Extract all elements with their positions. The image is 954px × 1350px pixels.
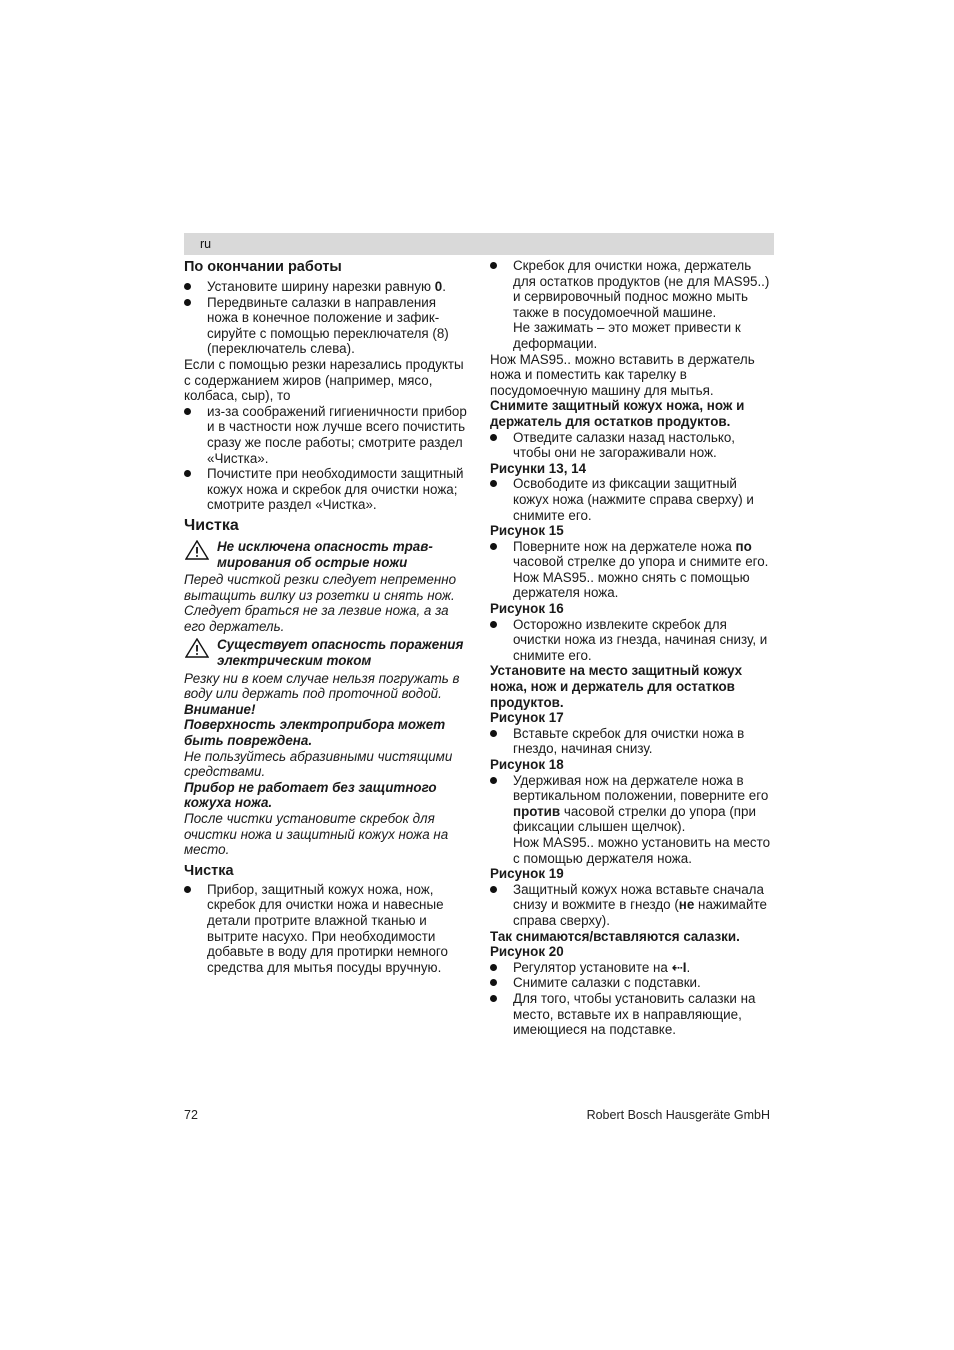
list-item-text: Регулятор установите на — [513, 959, 672, 975]
list-item-text: Установите ширину нарезки равную — [207, 279, 435, 294]
figure-ref: Рисунки 13, 14 — [490, 460, 587, 476]
footer-company: Robert Bosch Hausgeräte GmbH — [586, 1108, 770, 1122]
list — [490, 430, 774, 461]
warning-injury — [184, 539, 470, 570]
bold-word: не — [678, 897, 695, 913]
right-column — [490, 258, 774, 1038]
list-item: Для того, чтобы установить салазки на место, вставьте их в направляющие, имеющиеся на подставке. — [490, 991, 774, 1038]
figure-ref: Рисунок 16 — [490, 601, 564, 617]
list-item: Снимите салазки с подставки. — [490, 975, 774, 991]
list-item — [184, 279, 470, 295]
list-item-text: Удерживая нож на держателе ножа в вертикальном положении, поверните его — [513, 772, 769, 804]
list — [490, 539, 774, 601]
list-item — [490, 258, 774, 352]
list-item-text: часовой стрелке до упора и снимите его. — [513, 554, 769, 570]
paragraph: Если с помощью резки нарезались продукты с содержанием жиров (например, мясо, колбаса, сыр), то — [184, 356, 464, 404]
paragraph: Следует браться не за лезвие ножа, а за его держатель. — [184, 603, 449, 634]
hygiene-list — [184, 404, 470, 513]
bold-word: по — [735, 538, 752, 554]
list-item-text: . — [442, 279, 446, 294]
list-item: Освободите из фиксации защитный кожух ножа (нажмите справа сверху) и снимите его. — [490, 476, 774, 523]
warning-triangle-icon — [185, 638, 209, 658]
list — [490, 960, 774, 1038]
list-item-text: нажимайте справа сверху). — [513, 897, 767, 928]
list-item-text: Скребок для очистки ножа, держатель для остатков продуктов (не для MAS95..) и сервировочный поднос можно мыть также в посудомоечной машине. — [513, 258, 770, 320]
figure-ref: Рисунок 20 — [490, 944, 564, 960]
subheading: Снимите защитный кожух ножа, нож и держатель для остатков продуктов. — [490, 398, 745, 429]
list-item — [490, 960, 774, 976]
list-item-note: Нож MAS95.. можно установить на место с помощью держателя ножа. — [513, 834, 771, 866]
list-item: Отведите салазки назад настолько, чтобы они не загораживали нож. — [490, 430, 774, 461]
cleaning-list — [184, 882, 470, 976]
list-item: Вставьте скребок для очистки ножа в гнездо, начиная снизу. — [490, 726, 774, 757]
list-item: из-за соображений гигиеничности прибор и в частности нож лучше всего почистить сразу же после работы; смотрите раздел «Чистка». — [184, 404, 470, 466]
list-item-note: Нож MAS95.. можно снять с помощью держателя ножа. — [513, 569, 750, 601]
paragraph: Нож MAS95.. можно вставить в держатель ножа и поместить как тарелку в посудомоечную машину для мытья. — [490, 351, 755, 398]
attention-text: Прибор не работает без защитного кожуха ножа. — [184, 779, 437, 811]
list-item: Прибор, защитный кожух ножа, нож, скребок для очистки ножа и навесные детали протрите влажной тканью и вытрите насухо. При необходимости добавьте в воду для протирки немного средства для мытья посуды вручную. — [184, 882, 470, 976]
figure-ref: Рисунок 17 — [490, 710, 564, 726]
subheading: Установите на место защитный кожух ножа, нож и держатель для остатков продуктов. — [490, 663, 743, 710]
figure-ref: Рисунок 18 — [490, 757, 564, 772]
list-item — [490, 773, 774, 867]
paragraph: Перед чисткой резки следует непременно вытащить вилку из розетки и снять нож. — [184, 572, 457, 603]
warning-triangle-icon — [185, 540, 209, 560]
list-item-note: Не зажимать – это может привести к деформации. — [513, 320, 741, 351]
section-title-cleaning-2: Чистка — [184, 862, 234, 879]
attention-text: Поверхность электроприбора может быть повреждена. — [184, 717, 446, 749]
language-code: ru — [200, 237, 212, 251]
list — [490, 726, 774, 757]
left-column — [184, 258, 470, 975]
bold-word: против — [513, 803, 561, 819]
list-item: Почистите при необходимости защитный кожух ножа и скребок для очистки ножа; смотрите раздел «Чистка». — [184, 466, 470, 513]
list-item: Передвиньте салазки в направления ножа в конечное положение и зафиксируйте с помощью переключателя (8) (переключатель слева). — [184, 295, 470, 357]
list-item — [490, 539, 774, 601]
language-bar — [184, 233, 774, 255]
list — [490, 773, 774, 867]
list — [490, 476, 774, 523]
warning-title: Существует опасность поражения электрическим током — [217, 637, 464, 669]
bold-value: 0 — [434, 279, 443, 294]
section-title-after-work: По окончании работы — [184, 259, 342, 275]
paragraph: Не пользуйтесь абразивными чистящими средствами. — [184, 748, 453, 780]
list-item: Осторожно извлеките скребок для очистки ножа из гнезда, начиная снизу, и снимите его. — [490, 617, 774, 664]
figure-ref: Рисунок 15 — [490, 523, 564, 539]
subheading: Так снимаются/вставляются салазки. — [490, 928, 740, 944]
section-title-cleaning: Чистка — [184, 516, 239, 534]
warning-title: Не исключена опасность травмирования об острые ножи — [217, 538, 433, 570]
list — [490, 617, 774, 664]
list — [490, 882, 774, 929]
page-number: 72 — [184, 1108, 198, 1122]
figure-ref: Рисунок 19 — [490, 866, 564, 882]
list-item-text: . — [686, 959, 691, 975]
paragraph: После чистки установите скребок для очистки ножа и защитный кожух ножа на место. — [184, 811, 449, 858]
list-item — [490, 882, 774, 929]
list-item-text: часовой стрелки до упора (при фиксации слышен щелчок). — [513, 803, 756, 835]
paragraph: Резку ни в коем случае нельзя погружать в воду или держать под проточной водой. — [184, 670, 460, 702]
after-work-list — [184, 279, 470, 357]
regulator-symbol-icon: ⇠I — [671, 959, 687, 975]
list-item-text: Защитный кожух ножа вставьте сначала снизу и вожмите в гнездо ( — [513, 881, 764, 913]
list-item-text: Поверните нож на держателе ножа — [513, 538, 736, 554]
attention-label: Внимание! — [184, 701, 256, 717]
warning-electric — [184, 637, 470, 668]
dishwasher-list — [490, 258, 774, 352]
